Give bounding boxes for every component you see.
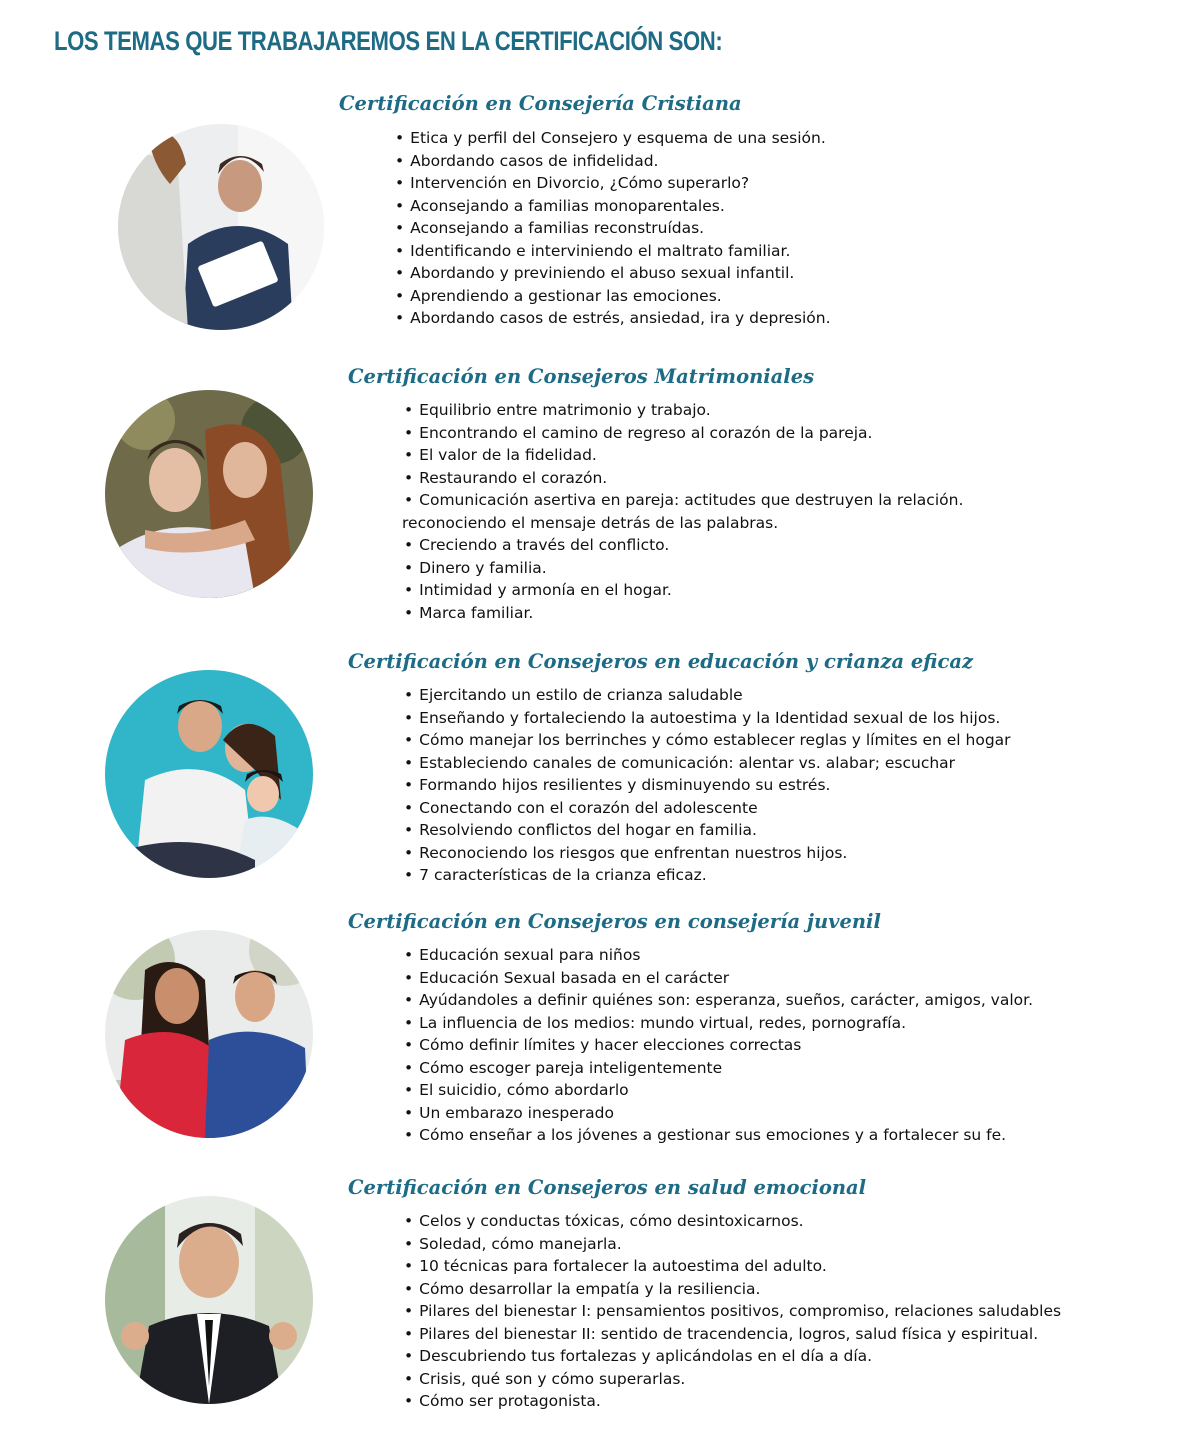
list-item: • Enseñando y fortaleciendo la autoestima y la Identidad sexual de los hijos.: [404, 707, 1011, 730]
list-item: • Comunicación asertiva en pareja: actitudes que destruyen la relación.: [404, 489, 963, 512]
list-item: • Dinero y familia.: [404, 557, 963, 580]
list-item: • Celos y conductas tóxicas, cómo desintoxicarnos.: [404, 1210, 1061, 1233]
list-item: • La influencia de los medios: mundo virtual, redes, pornografía.: [404, 1012, 1033, 1035]
list-item: • Un embarazo inesperado: [404, 1102, 1033, 1125]
family-photo: [105, 670, 313, 878]
list-item: • Identificando e interviniendo el maltrato familiar.: [395, 240, 831, 263]
list-item: • Cómo desarrollar la empatía y la resiliencia.: [404, 1278, 1061, 1301]
section-title: Certificación en Consejeros en educación y crianza eficaz: [348, 650, 974, 673]
list-item: • Ejercitando un estilo de crianza saludable: [404, 684, 1011, 707]
list-item: • El valor de la fidelidad.: [404, 444, 963, 467]
list-item: • Pilares del bienestar II: sentido de tracendencia, logros, salud física y espiritual.: [404, 1323, 1061, 1346]
section-title: Certificación en Consejeros en consejería juvenil: [348, 910, 881, 933]
list-item: • Resolviendo conflictos del hogar en familia.: [404, 819, 1011, 842]
list-item: • Abordando y previniendo el abuso sexual infantil.: [395, 262, 831, 285]
topic-list: [404, 944, 1033, 1147]
list-item: • Educación sexual para niños: [404, 944, 1033, 967]
list-item: • Etica y perfil del Consejero y esquema de una sesión.: [395, 127, 831, 150]
list-item: • Pilares del bienestar I: pensamientos positivos, compromiso, relaciones saludables: [404, 1300, 1061, 1323]
happy-couple-photo: [105, 390, 313, 598]
list-item: • Aprendiendo a gestionar las emociones.: [395, 285, 831, 308]
counseling-session-photo: [118, 124, 324, 330]
section-title: Certificación en Consejeros en salud emocional: [348, 1176, 867, 1199]
list-item: • Abordando casos de estrés, ansiedad, ira y depresión.: [395, 307, 831, 330]
list-item: • Cómo manejar los berrinches y cómo establecer reglas y límites en el hogar: [404, 729, 1011, 752]
list-item: • Equilibrio entre matrimonio y trabajo.: [404, 399, 963, 422]
list-item: • Intimidad y armonía en el hogar.: [404, 579, 963, 602]
list-item-continuation: reconociendo el mensaje detrás de las palabras.: [402, 513, 779, 532]
section-title: Certificación en Consejeros Matrimoniales: [348, 365, 815, 388]
list-item: • Educación Sexual basada en el carácter: [404, 967, 1033, 990]
list-item: • Encontrando el camino de regreso al corazón de la pareja.: [404, 422, 963, 445]
topic-list: [404, 1210, 1061, 1413]
list-item: • El suicidio, cómo abordarlo: [404, 1079, 1033, 1102]
page-title: LOS TEMAS QUE TRABAJAREMOS EN LA CERTIFICACIÓN SON:: [54, 26, 723, 56]
topic-list: [404, 399, 963, 624]
list-item: • Soledad, cómo manejarla.: [404, 1233, 1061, 1256]
list-item: • Crisis, qué son y cómo superarlas.: [404, 1368, 1061, 1391]
list-item: • Marca familiar.: [404, 602, 963, 625]
list-item: • Conectando con el corazón del adolescente: [404, 797, 1011, 820]
section-title: Certificación en Consejería Cristiana: [339, 92, 742, 115]
topic-list: [404, 684, 1011, 887]
list-item: • Cómo enseñar a los jóvenes a gestionar sus emociones y a fortalecer su fe.: [404, 1124, 1033, 1147]
topic-list: [395, 127, 831, 330]
list-item: • Formando hijos resilientes y disminuyendo su estrés.: [404, 774, 1011, 797]
list-item: • Intervención en Divorcio, ¿Cómo superarlo?: [395, 172, 831, 195]
list-item: • Restaurando el corazón.: [404, 467, 963, 490]
list-item: • Descubriendo tus fortalezas y aplicándolas en el día a día.: [404, 1345, 1061, 1368]
list-item: • Reconociendo los riesgos que enfrentan nuestros hijos.: [404, 842, 1011, 865]
list-item: • Cómo escoger pareja inteligentemente: [404, 1057, 1033, 1080]
list-item: • Estableciendo canales de comunicación: alentar vs. alabar; escuchar: [404, 752, 1011, 775]
young-people-photo: [105, 930, 313, 1138]
list-item: • Cómo ser protagonista.: [404, 1390, 1061, 1413]
list-item: • Ayúdandoles a definir quiénes son: esperanza, sueños, carácter, amigos, valor.: [404, 989, 1033, 1012]
list-item: • 10 técnicas para fortalecer la autoestima del adulto.: [404, 1255, 1061, 1278]
list-item: • Cómo definir límites y hacer elecciones correctas: [404, 1034, 1033, 1057]
joyful-man-photo: [105, 1196, 313, 1404]
list-item: • Aconsejando a familias reconstruídas.: [395, 217, 831, 240]
list-item: • 7 características de la crianza eficaz.: [404, 864, 1011, 887]
list-item: • Creciendo a través del conflicto.: [404, 534, 963, 557]
list-item: • Aconsejando a familias monoparentales.: [395, 195, 831, 218]
list-item: • Abordando casos de infidelidad.: [395, 150, 831, 173]
